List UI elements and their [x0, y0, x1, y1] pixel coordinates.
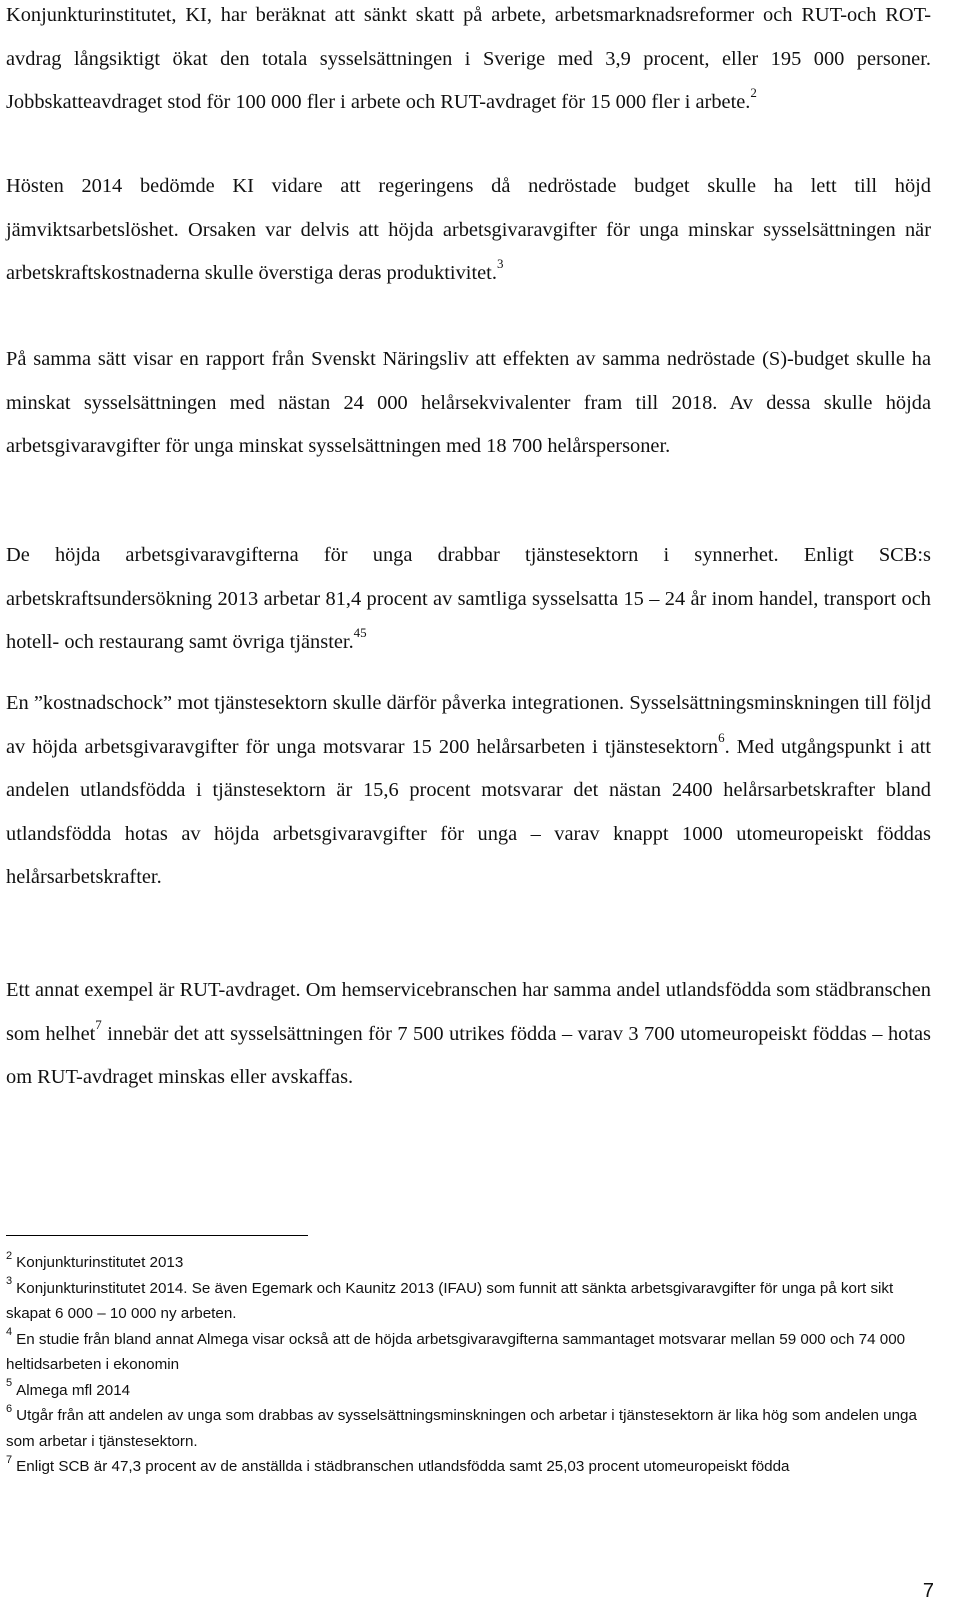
footnote-item	[6, 1378, 941, 1404]
footnote-number: 5	[6, 1377, 13, 1390]
paragraph-text-part-b: innebär det att sysselsättningen för 7 500 utrikes födda – varav 3 700 utomeuropeiskt föddas – hotas om RUT-avdraget minskas eller avskaffas.	[6, 1022, 931, 1088]
footnote-number: 2	[6, 1249, 13, 1262]
footnote-text: Enligt SCB är 47,3 procent av de anställda i städbranschen utlandsfödda samt 25,03 procent utomeuropeiskt födda	[16, 1458, 790, 1475]
footnote-item	[6, 1276, 941, 1327]
footnote-number: 6	[6, 1402, 13, 1415]
paragraph-text-part-b: . Med utgångspunkt i att andelen utlandsfödda i tjänstesektorn är 15,6 procent motsvarar det nästan 2400 helårsarbetskrafter bland utlandsfödda hotas av höjda arbetsgivaravgifter för unga – varav knappt 1000 utomeuropeiskt föddas helårsarbetskrafter.	[6, 735, 931, 888]
paragraph-text: De höjda arbetsgivaravgifterna för unga drabbar tjänstesektorn i synnerhet. Enligt SCB:s arbetskraftsundersökning 2013 arbetar 81,4 procent av samtliga sysselsatta 15 – 24 år inom handel, transport och hotell- och restaurang samt övriga tjänster.	[6, 544, 931, 653]
paragraph-text: På samma sätt visar en rapport från Svenskt Näringsliv att effekten av samma nedröstade (S)-budget skulle ha minskat sysselsättningen med nästan 24 000 helårsekvivalenter fram till 2018. Av dessa skulle höjda arbetsgivaravgifter för unga minskat sysselsättningen med 18 700 helårspersoner.	[6, 348, 931, 457]
footnote-text: En studie från bland annat Almega visar också att de höjda arbetsgivaravgifterna sammantaget motsvarar mellan 59 000 och 74 000 heltidsarbeten i ekonomin	[6, 1330, 906, 1373]
footnote-ref-6[interactable]: 6	[718, 729, 725, 745]
footnote-item	[6, 1327, 941, 1378]
paragraph-ki-unemployment	[6, 165, 931, 296]
footnote-item	[6, 1403, 941, 1454]
footnote-item	[6, 1250, 941, 1276]
footnote-number: 3	[6, 1275, 13, 1288]
footnote-number: 4	[6, 1326, 13, 1339]
footnote-ref-7[interactable]: 7	[95, 1016, 102, 1032]
paragraph-ki-employment	[6, 0, 931, 125]
footnote-text: Almega mfl 2014	[16, 1381, 131, 1399]
paragraph-rut-example	[6, 969, 931, 1100]
footnote-divider	[6, 1235, 308, 1236]
footnote-text: Utgår från att andelen av unga som drabbas av sysselsättningsminskningen och arbetar i tjänstesektorn är lika hög som andelen unga som arbetar i tjänstesektorn.	[6, 1407, 917, 1450]
paragraph-text: Hösten 2014 bedömde KI vidare att regeringens då nedröstade budget skulle ha lett till höjd jämviktsarbetslöshet. Orsaken var delvis att höjda arbetsgivaravgifter för unga minskar sysselsättningen när arbetskraftskostnaderna skulle överstiga deras produktivitet.	[6, 175, 931, 284]
page-number: 7	[922, 1580, 934, 1602]
paragraph-text-part-a: Ett annat exempel är RUT-avdraget. Om hemservicebranschen har samma andel utlandsfödda som städbranschen som helhet	[6, 979, 931, 1045]
paragraph-svenskt-naringsliv	[6, 338, 931, 469]
paragraph-text-part-a: En ”kostnadschock” mot tjänstesektorn skulle därför påverka integrationen. Sysselsättningsminskningen till följd av höjda arbetsgivaravgifter för unga motsvarar 15 200 helårsarbeten i tjänstesektorn	[6, 692, 931, 758]
footnote-ref-45[interactable]: 45	[353, 625, 367, 641]
paragraph-text: Konjunkturinstitutet, KI, har beräknat att sänkt skatt på arbete, arbetsmarknadsreformer och RUT-och ROT-avdrag långsiktigt ökat den totala sysselsättningen i Sverige med 3,9 procent, eller 195 000 personer. Jobbskatteavdraget stod för 100 000 fler i arbete och RUT-avdraget för 15 000 fler i arbete.	[6, 4, 931, 113]
footnote-item	[6, 1454, 941, 1480]
footnote-number: 7	[6, 1453, 13, 1466]
footnote-ref-3[interactable]: 3	[496, 256, 504, 272]
footnote-text: Konjunkturinstitutet 2013	[16, 1254, 184, 1271]
footnote-text: Konjunkturinstitutet 2014. Se även Egemark och Kaunitz 2013 (IFAU) som funnit att sänkta arbetsgivaravgifter för unga på kort sikt skapat 6 000 – 10 000 ny arbeten.	[6, 1279, 894, 1322]
paragraph-cost-shock	[6, 682, 931, 900]
footnote-ref-2[interactable]: 2	[750, 85, 757, 101]
paragraph-service-sector	[6, 534, 931, 665]
footnotes-section	[6, 1250, 941, 1480]
